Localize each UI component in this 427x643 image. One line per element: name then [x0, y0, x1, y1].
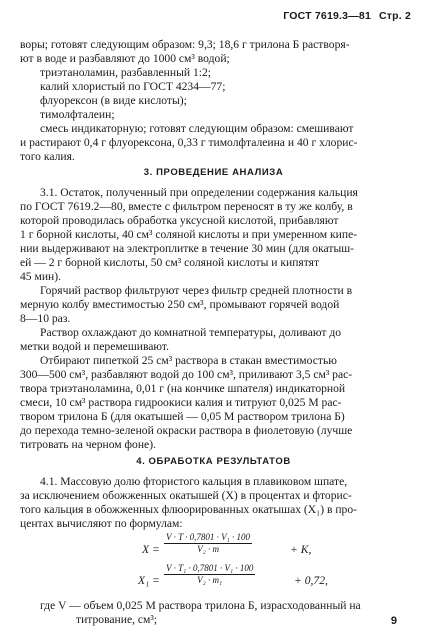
formula-fraction [164, 532, 252, 555]
text-line: тимолфталеин; [40, 108, 115, 121]
text-line: до перехода темно-зеленой окраски раствора в фиолетовую (лучше [20, 424, 353, 437]
page-header [283, 10, 411, 22]
text-line: 8—10 раз. [20, 312, 71, 325]
text-line: которой проводилась обработка уксусной кислотой, прибавляют [20, 214, 339, 227]
text-line: за исключением обожженных окатышей (X) в процентах и фторис- [20, 489, 352, 502]
standard-number: ГОСТ 7619.3—81 [283, 10, 371, 22]
text-line: смесь индикаторную; готовят следующим образом: смешивают [40, 122, 354, 135]
text-line: Раствор охлаждают до комнатной температуры, доливают до [40, 326, 342, 339]
text-line: титровать на черном фоне). [20, 438, 156, 451]
text-line: ют в воде и разбавляют до 1000 см³ водой; [20, 52, 230, 65]
text-line: того калия. [20, 150, 75, 163]
text-line: по ГОСТ 7619.2—80, вместе с фильтром переносят в ту же колбу, в [20, 200, 353, 213]
text-line: воры; готовят следующим образом: 9,3; 18,6 г трилона Б растворя- [20, 38, 350, 51]
text-line: нии выдерживают на электроплитке в течение 30 мин (для окатыш- [20, 242, 355, 255]
page-label: Стр. 2 [378, 10, 411, 22]
page-number: 9 [390, 615, 397, 627]
text-line: мерную колбу вместимостью 250 см³, промывают горячей водой [20, 298, 340, 311]
formula-numerator: V · T · 0,7801 · V₁ · 100 [166, 532, 251, 542]
text-line: ей — 2 г борной кислоты, 50 см³ соляной кислоты и кипятят [20, 256, 320, 269]
text-line: смеси, 10 см³ раствора гидроокиси калия и титруют 0,025 М рас- [20, 396, 342, 409]
section-title: 3. ПРОВЕДЕНИЕ АНАЛИЗА [143, 167, 284, 178]
formula-lhs: X = [142, 543, 160, 556]
formula-fraction [164, 563, 255, 586]
text-line: титрование, см³; [76, 613, 158, 626]
section-title: 4. ОБРАБОТКА РЕЗУЛЬТАТОВ [136, 456, 291, 467]
text-line: 1 г борной кислоты, 40 см³ соляной кислоты и при умеренном кипе- [20, 228, 358, 241]
formula-numerator: V · T₁ · 0,7801 · V₁ · 100 [166, 563, 254, 573]
text-line: Горячий раствор фильтруют через фильтр средней плотности в [40, 284, 353, 297]
text-line: метки водой и перемешивают. [20, 340, 170, 353]
text-line: того кальция в обожженных флюорированных окатышах (X₁) в про- [20, 503, 357, 516]
text-line: калий хлористый по ГОСТ 4234—77; [40, 80, 226, 93]
text-line: 3.1. Остаток, полученный при определении содержания кальция [40, 186, 358, 199]
text-line: и растирают 0,4 г флуорексона, 0,33 г тимолфталеина и 40 г хлорис- [20, 136, 358, 149]
text-line: Отбирают пипеткой 25 см³ раствора в стакан вместимостью [40, 354, 337, 367]
formula-rhs: + 0,72, [294, 574, 328, 587]
formula-lhs: X₁ = [138, 574, 160, 587]
text-line: триэтаноламин, разбавленный 1:2; [40, 66, 212, 79]
formula-denominator: V₂ · m [197, 544, 219, 554]
text-line: где V — объем 0,025 М раствора трилона Б, израсходованный на [40, 599, 361, 612]
text-line: 300—500 см³, разбавляют водой до 100 см³, приливают 3,5 см³ рас- [20, 368, 353, 381]
formula-denominator: V₂ · m₁ [197, 575, 223, 585]
text-line: 45 мин). [20, 270, 61, 283]
text-line: 4.1. Массовую долю фтористого кальция в плавиковом шпате, [40, 475, 348, 488]
text-line: твором трилона Б (для окатышей — 0,05 М раствором трилона Б) [20, 410, 345, 423]
text-line: центах вычисляют по формулам: [20, 517, 183, 530]
formula-rhs: + K, [290, 543, 312, 556]
text-line: твора триэтаноламина, 0,01 г (на кончике шпателя) индикаторной [20, 382, 346, 395]
text-line: флуорексон (в виде кислоты); [40, 94, 187, 107]
